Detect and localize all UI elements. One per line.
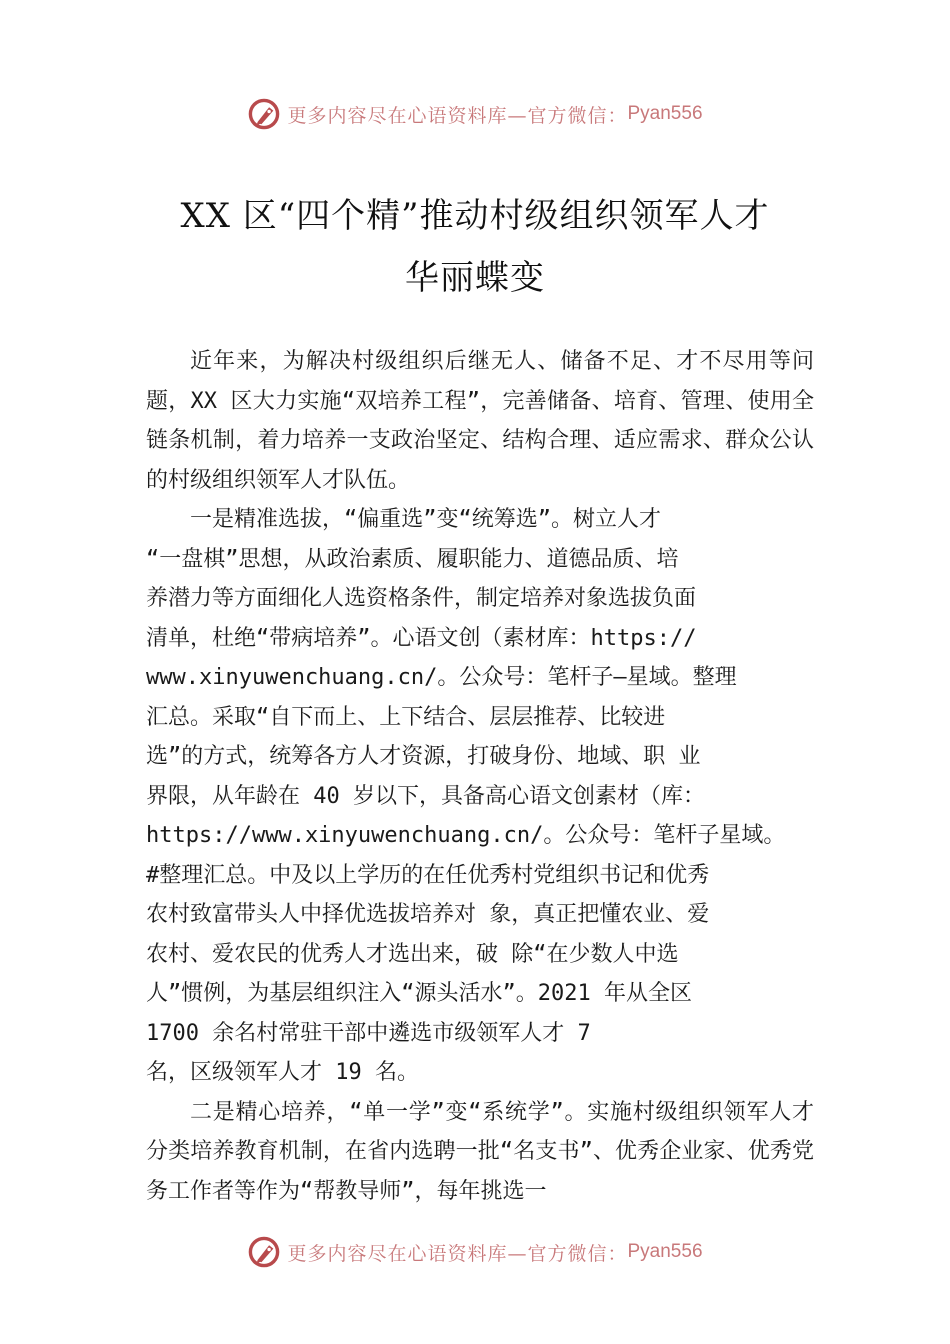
- text-line: 汇总。采取“自下而上、上下结合、层层推荐、比较进: [146, 704, 666, 730]
- footer-banner: [0, 1232, 950, 1272]
- paragraph-point-1: [146, 500, 814, 1093]
- text-line: 1700 余名村常驻干部中遴选市级领军人才 7: [146, 1020, 591, 1046]
- paragraph-point-2: 二是精心培养，“单一学”变“系统学”。实施村级组织领军人才分类培养教育机制，在省内选聘一批“名支书”、优秀企业家、优秀党务工作者等作为“帮教导师”，每年挑选一: [146, 1099, 814, 1204]
- header-banner: [0, 94, 950, 134]
- document-body: [146, 342, 814, 1211]
- pen-nib-logo-icon: [247, 97, 281, 131]
- document-title-line-2: 华丽蝶变: [405, 258, 545, 298]
- document-title-line-1: XX 区“四个精”推动村级组织领军人才: [180, 196, 770, 236]
- text-line: 农村致富带头人中择优选拔培养对 象，真正把懂农业、爱: [146, 902, 710, 927]
- text-line: https://www.xinyuwenchuang.cn/。公众号：笔杆子星域。: [146, 823, 786, 848]
- pen-nib-logo-icon: [247, 1235, 281, 1269]
- text-line: 清单，杜绝“带病培养”。心语文创（素材库：https://: [146, 625, 697, 651]
- text-line: 农村、爱农民的优秀人才选出来，破 除“在少数人中选: [146, 941, 679, 967]
- text-line: 选”的方式，统筹各方人才资源，打破身份、地域、职 业: [146, 744, 701, 769]
- paragraph-intro: 近年来，为解决村级组织后继无人、储备不足、才不尽用等问题，XX 区大力实施“双培养工程”，完善储备、培育、管理、使用全链条机制，着力培养一支政治坚定、结构合理、适应需求、群众公认的村级组织领军人才队伍。: [146, 349, 814, 493]
- text-line: www.xinyuwenchuang.cn/。公众号：笔杆子—星域。整理: [146, 665, 737, 690]
- banner-wechat-id: Pyan556: [627, 103, 703, 124]
- banner-text: 更多内容尽在心语资料库—官方微信：: [287, 104, 628, 127]
- text-line: 界限，从年龄在 40 岁以下，具备高心语文创素材（库：: [146, 783, 705, 809]
- text-line: 名，区级领军人才 19 名。: [146, 1060, 419, 1085]
- banner-wechat-id: Pyan556: [627, 1241, 703, 1262]
- text-line: 人”惯例，为基层组织注入“源头活水”。2021 年从全区: [146, 981, 692, 1006]
- text-line: “一盘棋”思想，从政治素质、履职能力、道德品质、培: [146, 546, 679, 572]
- text-line: 养潜力等方面细化人选资格条件，制定培养对象选拔负面: [146, 586, 697, 611]
- text-line: 一是精准选拔，“偏重选”变“统筹选”。树立人才: [146, 507, 661, 532]
- banner-text: 更多内容尽在心语资料库—官方微信：: [287, 1242, 628, 1265]
- text-line: #整理汇总。中及以上学历的在任优秀村党组织书记和优秀: [146, 862, 710, 888]
